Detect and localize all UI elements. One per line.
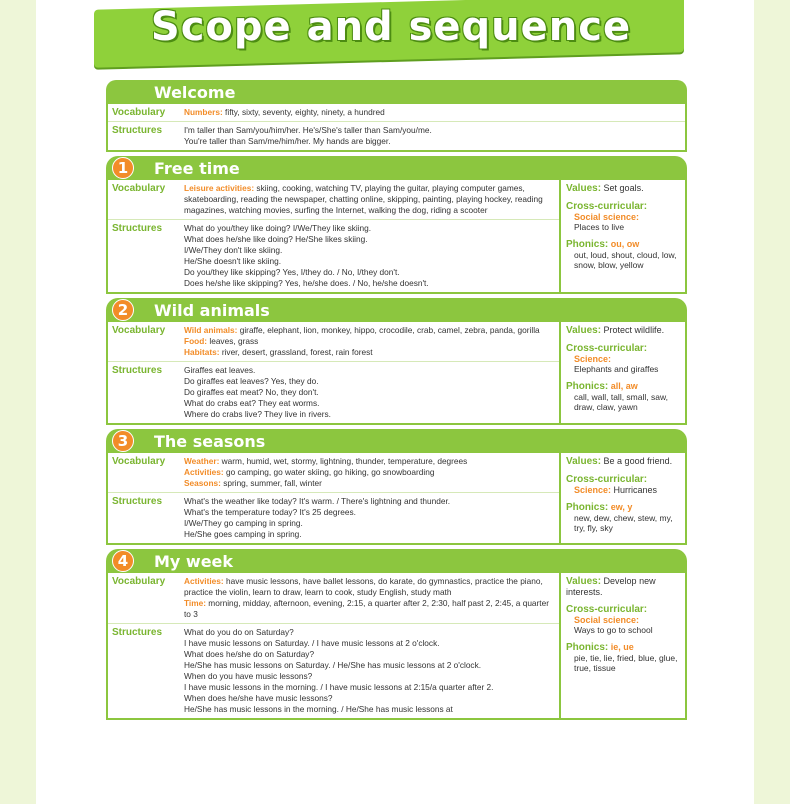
phonics-block — [566, 642, 680, 673]
vocab-keyword: Activities: — [184, 576, 224, 586]
vocab-line — [184, 598, 555, 620]
values-label: Values: — [566, 325, 602, 336]
vocab-words: river, desert, grassland, forest, rain forest — [221, 347, 373, 357]
phonics-block — [566, 381, 680, 412]
cc-text: Elephants and giraffes — [574, 364, 659, 374]
vocab-text — [184, 576, 559, 620]
cross-curricular-block — [566, 343, 680, 374]
struct-line: What do crabs eat? They eat worms. — [184, 398, 320, 408]
scope-table — [106, 76, 687, 720]
unit-4-right — [559, 573, 685, 718]
cc-label: Cross-curricular: — [566, 474, 648, 485]
vocab-keyword: Wild animals: — [184, 325, 238, 335]
unit-3-struct-row — [108, 493, 559, 543]
values-block — [566, 576, 680, 597]
phonics-keyword: ou, ow — [610, 239, 640, 249]
vocab-text — [184, 325, 559, 358]
struct-line: I have music lessons on Saturday. / I have music lessons at 2 o'clock. — [184, 638, 440, 648]
cc-label: Cross-curricular: — [566, 604, 648, 615]
cc-text: Hurricanes — [613, 485, 658, 495]
struct-line: What do you do on Saturday? — [184, 627, 294, 637]
unit-1-header — [106, 156, 687, 180]
welcome-body — [106, 104, 687, 152]
values-block — [566, 325, 680, 336]
unit-2-right — [559, 322, 685, 423]
struct-line: What's the weather like today? It's warm. / There's lightning and thunder. — [184, 496, 451, 506]
struct-line: He/She goes camping in spring. — [184, 529, 302, 539]
unit-2-body — [106, 322, 687, 425]
struct-text — [184, 365, 559, 420]
struct-text — [184, 627, 559, 715]
struct-line: What do you/they like doing? I/We/They like skiing. — [184, 223, 372, 233]
vocab-line — [184, 467, 555, 478]
cc-text: Ways to go to school — [574, 625, 653, 635]
struct-label: Structures — [112, 223, 163, 234]
struct-text — [184, 223, 559, 289]
unit-4-body — [106, 573, 687, 720]
vocab-keyword: Time: — [184, 598, 206, 608]
struct-line: What's the temperature today? It's 25 degrees. — [184, 507, 356, 517]
welcome-left — [108, 104, 685, 150]
vocab-label: Vocabulary — [112, 107, 166, 118]
welcome-struct-row — [108, 122, 685, 150]
unit-3-body — [106, 453, 687, 545]
page — [36, 0, 754, 804]
phonics-block — [566, 239, 680, 270]
vocab-words: leaves, grass — [209, 336, 259, 346]
unit-4-left — [108, 573, 559, 718]
unit-3-vocab-row — [108, 453, 559, 493]
unit-2-vocab-row — [108, 322, 559, 362]
vocab-line — [184, 325, 555, 336]
struct-label: Structures — [112, 125, 163, 136]
values-text: Be a good friend. — [603, 456, 673, 466]
unit-title: My week — [154, 552, 234, 571]
phonics-label: Phonics: — [566, 502, 609, 513]
values-label: Values: — [566, 183, 602, 194]
phonics-text: new, dew, chew, stew, my, try, fly, sky — [574, 513, 673, 533]
vocab-keyword: Leisure activities: — [184, 183, 255, 193]
phonics-text: pie, tie, lie, fried, blue, glue, true, tissue — [574, 653, 678, 673]
values-label: Values: — [566, 576, 602, 587]
vocab-words: giraffe, elephant, lion, monkey, hippo, crocodile, crab, camel, zebra, panda, gorilla — [239, 325, 540, 335]
vocab-text — [184, 456, 559, 489]
vocab-words: warm, humid, wet, stormy, lightning, thunder, temperature, degrees — [221, 456, 468, 466]
unit-2-struct-row — [108, 362, 559, 423]
unit-1-vocab-row — [108, 180, 559, 220]
vocab-line — [184, 347, 555, 358]
struct-line: Where do crabs live? They live in rivers. — [184, 409, 331, 419]
struct-line: Does he/she like skipping? Yes, he/she does. / No, he/she doesn't. — [184, 278, 429, 288]
cc-label: Cross-curricular: — [566, 201, 648, 212]
unit-3-right — [559, 453, 685, 543]
vocab-keyword: Seasons: — [184, 478, 221, 488]
welcome-title: Welcome — [154, 83, 236, 102]
welcome-header — [106, 80, 687, 104]
struct-line: What does he/she do on Saturday? — [184, 649, 315, 659]
values-text: Protect wildlife. — [603, 325, 665, 335]
vocab-keyword: Numbers: — [184, 107, 223, 117]
struct-line: I'm taller than Sam/you/him/her. He's/She's taller than Sam/you/me. — [184, 125, 432, 135]
unit-2-header — [106, 298, 687, 322]
vocab-line — [184, 456, 555, 467]
struct-line: When does he/she have music lessons? — [184, 693, 333, 703]
struct-text — [184, 125, 685, 147]
unit-title: The seasons — [154, 432, 266, 451]
vocab-keyword: Weather: — [184, 456, 220, 466]
cross-curricular-block — [566, 474, 680, 495]
unit-2-left — [108, 322, 559, 423]
struct-line: He/She has music lessons on Saturday. / He/She has music lessons at 2 o'clock. — [184, 660, 482, 670]
values-label: Values: — [566, 456, 602, 467]
phonics-label: Phonics: — [566, 381, 609, 392]
unit-1-left — [108, 180, 559, 292]
cc-subject: Science: — [574, 485, 612, 495]
values-block — [566, 183, 680, 194]
unit-1-right — [559, 180, 685, 292]
vocab-label: Vocabulary — [112, 456, 166, 467]
cc-subject: Science: — [574, 354, 612, 364]
struct-line: Do giraffes eat meat? No, they don't. — [184, 387, 319, 397]
cc-subject: Social science: — [574, 212, 640, 222]
unit-number-badge: 2 — [112, 299, 134, 321]
vocab-keyword: Food: — [184, 336, 208, 346]
phonics-keyword: all, aw — [610, 381, 638, 391]
values-text: Develop new interests. — [566, 576, 656, 597]
vocab-text — [184, 107, 685, 118]
unit-title: Free time — [154, 159, 240, 178]
vocab-words: have music lessons, have ballet lessons, do karate, do gymnastics, practice the piano, practice the violin, learn to draw, learn to cook, study English, study math — [184, 576, 543, 597]
phonics-text: out, loud, shout, cloud, low, snow, blow, yellow — [574, 250, 677, 270]
vocab-line — [184, 336, 555, 347]
cross-curricular-block — [566, 201, 680, 232]
vocab-label: Vocabulary — [112, 183, 166, 194]
values-block — [566, 456, 680, 467]
struct-line: I/We/They don't like skiing. — [184, 245, 283, 255]
struct-line: He/She doesn't like skiing. — [184, 256, 282, 266]
unit-4-vocab-row — [108, 573, 559, 624]
unit-1-body — [106, 180, 687, 294]
vocab-words: go camping, go water skiing, go hiking, go snowboarding — [225, 467, 435, 477]
phonics-keyword: ie, ue — [610, 642, 634, 652]
unit-number-badge: 3 — [112, 430, 134, 452]
vocab-label: Vocabulary — [112, 325, 166, 336]
vocab-keyword: Activities: — [184, 467, 224, 477]
struct-text — [184, 496, 559, 540]
welcome-vocab-row — [108, 104, 685, 122]
struct-line: What does he/she like doing? He/She likes skiing. — [184, 234, 368, 244]
page-title: Scope and sequence — [150, 4, 632, 50]
cc-label: Cross-curricular: — [566, 343, 648, 354]
unit-title: Wild animals — [154, 301, 270, 320]
unit-3-left — [108, 453, 559, 543]
struct-line: Do giraffes eat leaves? Yes, they do. — [184, 376, 319, 386]
cross-curricular-block — [566, 604, 680, 635]
vocab-line — [184, 576, 555, 598]
unit-number-badge: 4 — [112, 550, 134, 572]
vocab-text — [184, 183, 559, 216]
struct-line: Do you/they like skipping? Yes, I/they do. / No, I/they don't. — [184, 267, 400, 277]
unit-3-header — [106, 429, 687, 453]
unit-4-struct-row — [108, 624, 559, 718]
cc-row — [566, 485, 680, 495]
vocab-line — [184, 478, 555, 489]
struct-line: I have music lessons in the morning. / I have music lessons at 2:15/a quarter after 2. — [184, 682, 494, 692]
struct-label: Structures — [112, 496, 163, 507]
phonics-label: Phonics: — [566, 642, 609, 653]
struct-line: He/She has music lessons in the morning. / He/She has music lessons at — [184, 704, 453, 714]
vocab-words: fifty, sixty, seventy, eighty, ninety, a hundred — [225, 107, 385, 117]
values-text: Set goals. — [603, 183, 644, 193]
vocab-words: spring, summer, fall, winter — [223, 478, 322, 488]
phonics-keyword: ew, y — [610, 502, 633, 512]
struct-line: I/We/They go camping in spring. — [184, 518, 303, 528]
struct-label: Structures — [112, 627, 163, 638]
unit-number-badge: 1 — [112, 157, 134, 179]
cc-text: Places to live — [574, 222, 625, 232]
cc-subject: Social science: — [574, 615, 640, 625]
struct-label: Structures — [112, 365, 163, 376]
vocab-words: morning, midday, afternoon, evening, 2:15, a quarter after 2, 2:30, half past 2, 2:45, a quarter to 3 — [184, 598, 549, 619]
phonics-text: call, wall, tall, small, saw, draw, claw, yawn — [574, 392, 668, 412]
unit-4-header — [106, 549, 687, 573]
vocab-keyword: Habitats: — [184, 347, 220, 357]
struct-line: You're taller than Sam/me/him/her. My hands are bigger. — [184, 136, 391, 146]
unit-1-struct-row — [108, 220, 559, 292]
struct-line: Giraffes eat leaves. — [184, 365, 256, 375]
phonics-block — [566, 502, 680, 533]
struct-line: When do you have music lessons? — [184, 671, 313, 681]
vocab-label: Vocabulary — [112, 576, 166, 587]
phonics-label: Phonics: — [566, 239, 609, 250]
vocab-words: skiing, cooking, watching TV, playing the guitar, playing computer games, skateboarding, reading the newspaper, chatting online, skipping, painting, playing hockey, reading magazines, watching movies, surfing the Internet, walking the dog, riding a scooter — [184, 183, 543, 215]
